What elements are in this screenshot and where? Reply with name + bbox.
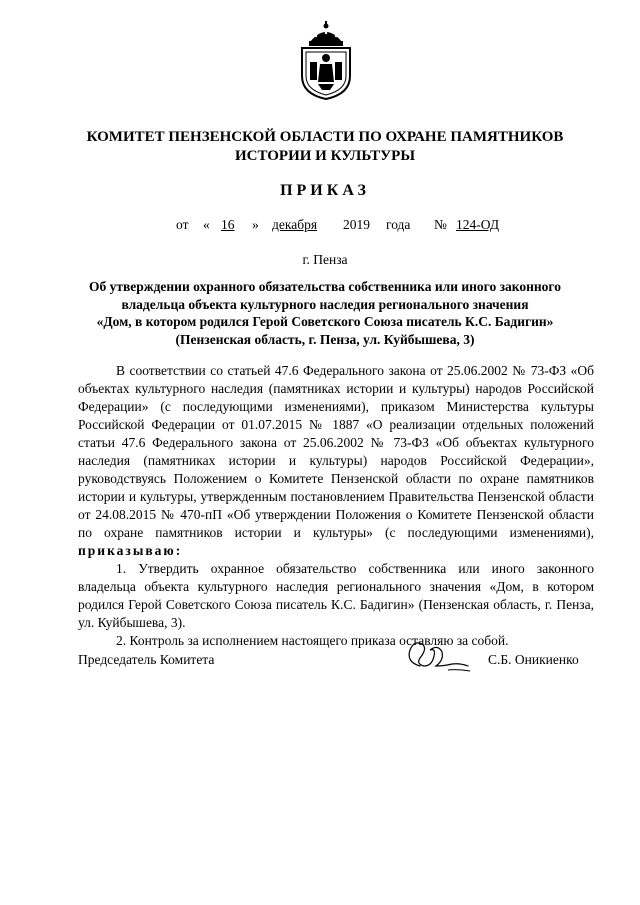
order-number: 124-ОД	[456, 217, 500, 232]
date-day: 16	[221, 217, 235, 232]
date-open-quote: «	[203, 217, 210, 232]
date-year: 2019	[343, 217, 370, 232]
date-line	[0, 217, 640, 237]
date-month: декабря	[272, 217, 318, 232]
committee-line-1: КОМИТЕТ ПЕНЗЕНСКОЙ ОБЛАСТИ ПО ОХРАНЕ ПАМЯТНИКОВ	[86, 129, 564, 145]
committee-name	[60, 128, 590, 166]
order-body	[78, 362, 594, 650]
date-from-label: от	[176, 217, 189, 232]
subject-line-4: (Пензенская область, г. Пенза, ул. Куйбышева, 3)	[175, 331, 475, 347]
body-paragraph-3: 2. Контроль за исполнением настоящего приказа оставляю за собой.	[116, 633, 509, 648]
order-title: ПРИКАЗ	[280, 182, 370, 199]
order-subject	[80, 278, 570, 348]
subject-line-3: «Дом, в котором родился Герой Советского Союза писатель К.С. Бадигин»	[96, 314, 554, 329]
subject-line-1: Об утверждении охранного обязательства собственника или иного законного	[89, 279, 561, 294]
signatory-name: С.Б. Оникиенко	[488, 652, 579, 667]
date-number-label: №	[434, 217, 447, 232]
date-close-quote: »	[252, 217, 259, 232]
signature-icon	[398, 636, 478, 676]
body-paragraph-1	[78, 362, 594, 560]
committee-line-2: ИСТОРИИ И КУЛЬТУРЫ	[234, 148, 416, 164]
date-year-label: года	[386, 217, 411, 232]
city: г. Пенза	[302, 252, 348, 267]
order-word: приказываю:	[78, 543, 183, 558]
body-paragraph-1-text: В соответствии со статьей 47.6 Федерального закона от 25.06.2002 № 73-ФЗ «Об объектах культурного наследия (памятниках истории и культуры) народов Российской Федерации» (с последующими изменениями), приказом Министерства культуры Российской Федерации от 01.07.2015 № 1887 «О реализации отдельных положений статьи 47.6 Федерального закона от 25.06.2002 № 73-ФЗ «Об объектах культурного наследия (памятниках истории и культуры) народов Российской Федерации», руководствуясь Положением о Комитете Пензенской области по охране памятников истории и культуры, утвержденным постановлением Правительства Пензенской области от 24.08.2015 № 470-пП «Об утверждении Положения о Комитете Пензенской области по охране памятников истории и культуры» (с последующими изменениями),	[78, 363, 594, 540]
coat-of-arms-icon	[296, 20, 356, 100]
signatory-position: Председатель Комитета	[78, 652, 215, 667]
subject-line-2: владельца объекта культурного наследия регионального значения	[121, 296, 529, 312]
body-paragraph-2: 1. Утвердить охранное обязательство собственника или иного законного владельца объекта культурного наследия регионального значения «Дом, в котором родился Герой Советского Союза писатель К.С. Бадигин» (Пензенская область, г. Пенза, ул. Куйбышева, 3).	[78, 561, 594, 630]
